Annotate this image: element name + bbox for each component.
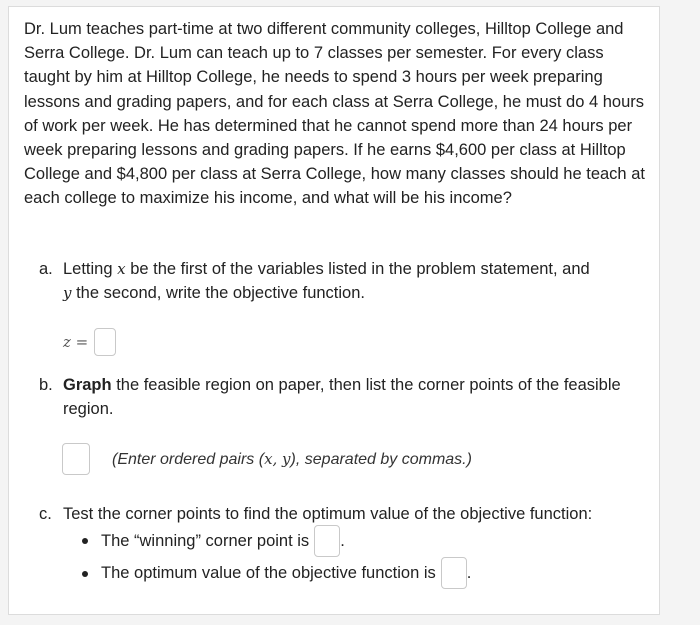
optimum-value-row <box>101 556 471 590</box>
corner-points-input[interactable] <box>62 443 90 475</box>
part-a-text: Letting <box>63 260 113 278</box>
hint-text: (Enter ordered pairs ( <box>112 450 265 468</box>
part-c-prompt: Test the corner points to find the optimum value of the objective function: <box>63 505 593 523</box>
winning-point-row <box>101 524 345 558</box>
hint-text: ), separated by commas.) <box>290 450 472 468</box>
part-a-prompt <box>63 257 653 305</box>
bullet-icon <box>82 571 88 577</box>
part-a-text: the second, write the objective function. <box>76 284 365 302</box>
graph-bold-text: Graph <box>63 376 112 394</box>
bullet-icon <box>82 538 88 544</box>
question-panel <box>8 6 660 615</box>
variable-x: x <box>117 260 126 278</box>
part-a-label: a. <box>39 260 53 278</box>
optimum-value-label: The optimum value of the objective function is <box>101 563 436 582</box>
objective-function-input[interactable] <box>94 328 116 356</box>
corner-points-row <box>62 443 472 475</box>
z-equals-label: z = <box>63 333 89 351</box>
period: . <box>466 563 472 582</box>
optimum-value-input[interactable] <box>441 557 467 589</box>
part-a-text: be the first of the variables listed in the problem statement, and <box>130 260 590 278</box>
winning-point-input[interactable] <box>314 525 340 557</box>
winning-point-label: The “winning” corner point is <box>101 531 310 550</box>
part-b-prompt <box>63 373 653 421</box>
part-c-label: c. <box>39 505 52 523</box>
objective-function-row <box>63 327 116 357</box>
problem-statement: Dr. Lum teaches part-time at two different community colleges, Hilltop College and Serra College. Dr. Lum can teach up to 7 classes per semester. For every class taught by him at Hilltop College, he needs to spend 3 hours per week preparing lessons and grading papers, and for each class at Serra College, he must do 4 hours of work per week. He has determined that he cannot spend more than 24 hours per week preparing lessons and grading papers. If he earns $4,600 per class at Hilltop College and $4,800 per class at Serra College, how many classes should he teach at each college to maximize his income, and what will be his income? <box>24 20 645 208</box>
period: . <box>340 531 345 550</box>
part-b-text: the feasible region on paper, then list the corner points of the feasible region. <box>63 376 621 418</box>
corner-points-hint <box>112 450 472 469</box>
part-b-label: b. <box>39 376 53 394</box>
hint-ordered-pair: x, y <box>264 449 291 468</box>
variable-y: y <box>63 284 72 302</box>
